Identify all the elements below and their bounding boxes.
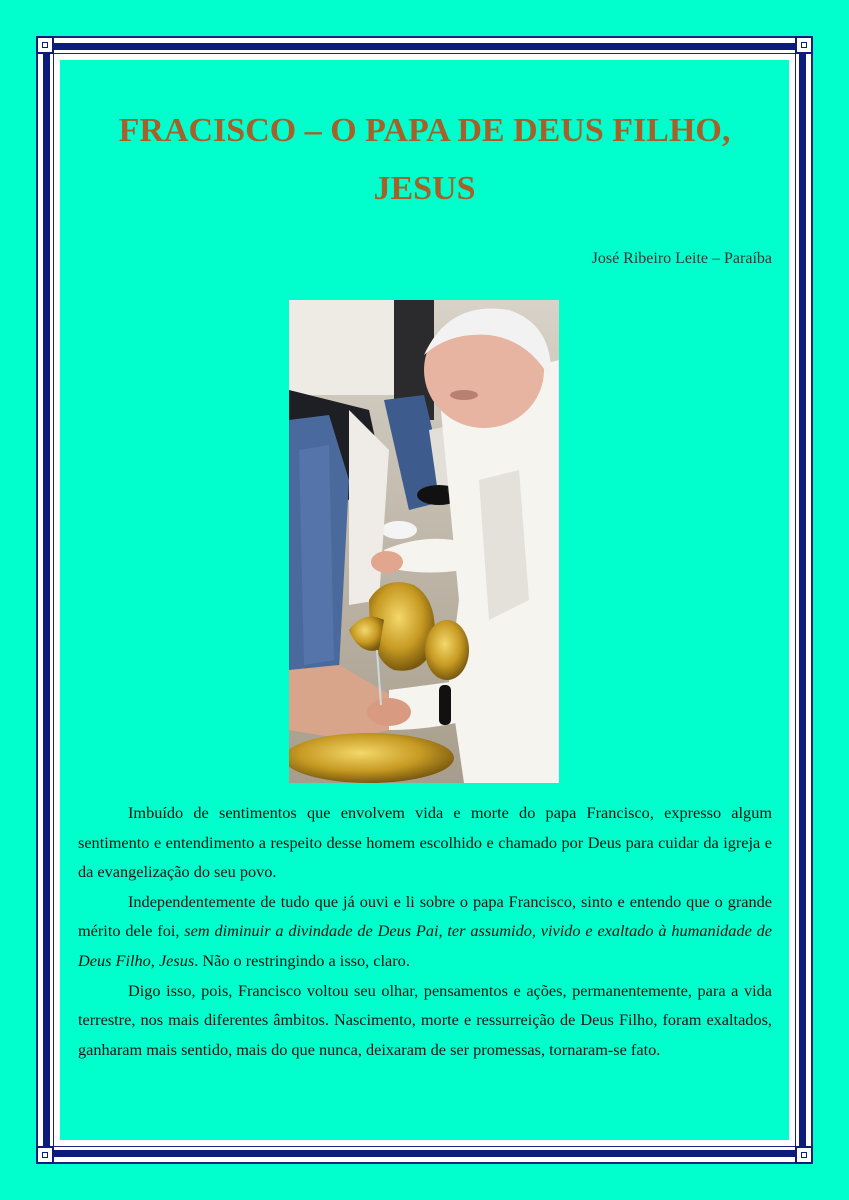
pope-foot-washing-photo (289, 300, 559, 783)
author-byline: José Ribeiro Leite – Paraíba (591, 250, 772, 267)
corner-ornament (795, 1146, 813, 1164)
paragraph: Digo isso, pois, Francisco voltou seu olhar, pensamentos e ações, permanentemente, para a vida terrestre, nos mais diferentes âmbitos. Nascimento, morte e ressurreição de Deus Filho, foram exaltados, ganharam mais sentido, mais do que nunca, deixaram de ser promessas, tornaram-se fato. (78, 980, 772, 1059)
title-line-1: FRACISCO – O PAPA DE DEUS FILHO, (118, 112, 731, 149)
article-body (78, 798, 772, 1064)
corner-ornament (36, 36, 54, 54)
corner-ornament (36, 1146, 54, 1164)
italic-emphasis: sem diminuir a divindade de Deus Pai, ter assumido, vivido e exaltado à humanidade de Deus Filho, Jesus (78, 921, 773, 970)
paragraph: Imbuído de sentimentos que envolvem vida e morte do papa Francisco, expresso algum sentimento e entendimento a respeito desse homem escolhido e chamado por Deus para cuidar da igreja e da evangelização do seu povo. (78, 803, 772, 882)
corner-ornament (795, 36, 813, 54)
document-page (60, 60, 789, 1140)
document-title (60, 102, 789, 218)
paragraph: Independentemente de tudo que já ouvi e li sobre o papa Francisco, sinto e entendo que o grande mérito dele foi, sem diminuir a divindade de Deus Pai, ter assumido, vivido e exaltado à humanidade de Deus Filho, Jesus. Não o restringindo a isso, claro. (78, 891, 773, 970)
title-line-2: JESUS (373, 170, 476, 207)
